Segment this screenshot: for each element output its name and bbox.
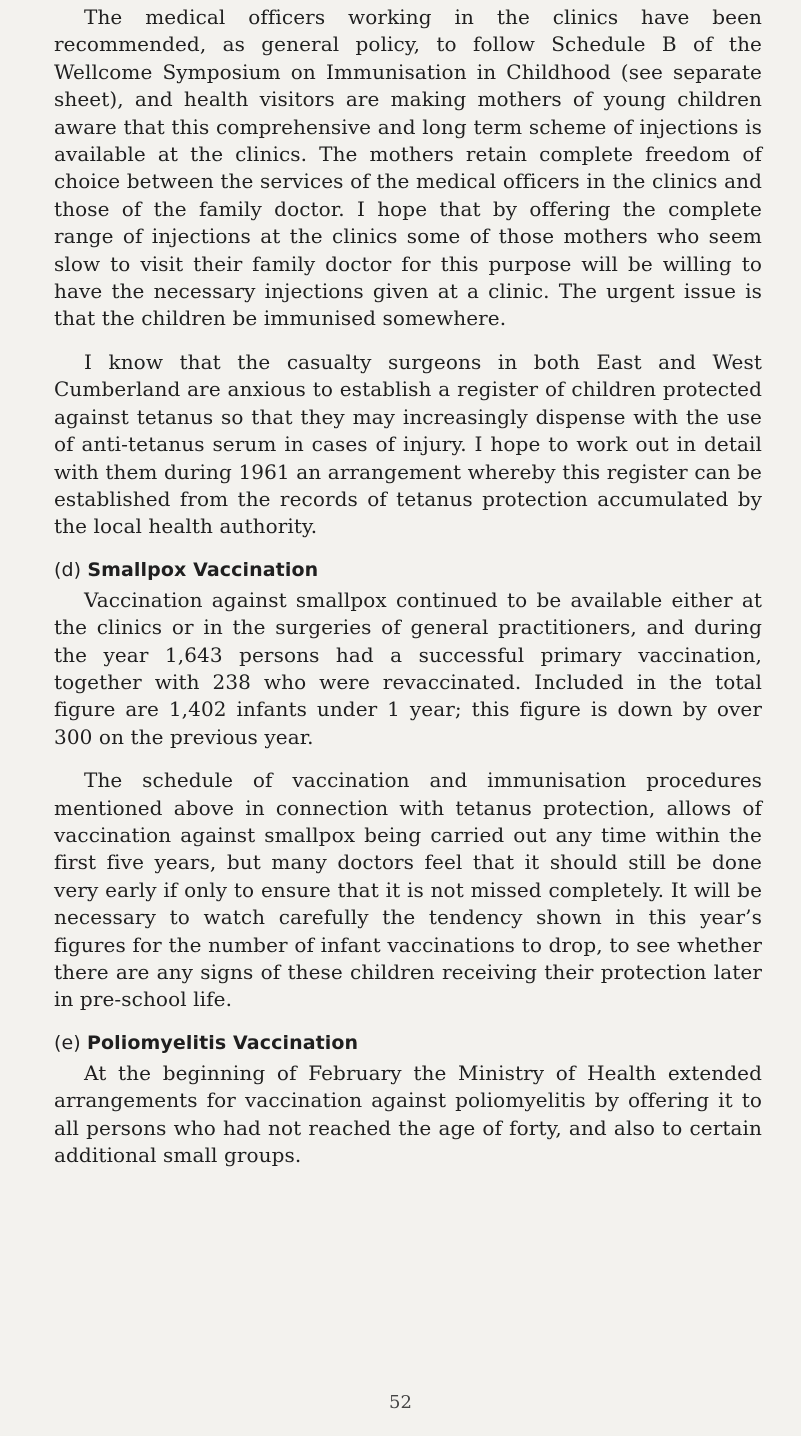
section-title: Smallpox Vaccination bbox=[87, 558, 319, 581]
section-label: (d) bbox=[54, 558, 82, 581]
section-label: (e) bbox=[54, 1031, 81, 1054]
document-page bbox=[54, 4, 762, 1169]
paragraph-poliomyelitis: At the beginning of February the Ministry of Health extended arrangements for vaccination against poliomyelitis by offering it to all persons who had not reached the age of forty, and also to certain additional small groups. bbox=[54, 1060, 762, 1168]
paragraph-smallpox-figures: Vaccination against smallpox continued to be available either at the clinics or in the surgeries of general practitioners, and during the year 1,643 persons had a successful primary vaccination, together with 238 who were revaccinated. Included in the total figure are 1,402 infants under 1 year; this figure is down by over 300 on the previous year. bbox=[54, 587, 762, 749]
section-heading-poliomyelitis bbox=[54, 1030, 762, 1056]
section-title: Poliomyelitis Vaccination bbox=[86, 1031, 359, 1054]
paragraph-tetanus-register: I know that the casualty surgeons in both East and West Cumberland are anxious to establish a register of children protected against tetanus so that they may increasingly dispense with the use of anti-tetanus serum in cases of injury. I hope to work out in detail with them during 1961 an arrangement whereby this register can be established from the records of tetanus protection accumulated by the local health authority. bbox=[54, 349, 762, 539]
paragraph-smallpox-schedule: The schedule of vaccination and immunisation procedures mentioned above in connection with tetanus protection, allows of vaccination against smallpox being carried out any time within the first five years, but many doctors feel that it should still be done very early if only to ensure that it is not missed completely. It will be necessary to watch carefully the tendency shown in this year’s figures for the number of infant vaccinations to drop, to see whether there are any signs of these children receiving their protection later in pre-school life. bbox=[54, 768, 762, 1012]
paragraph-immunisation-schedule: The medical officers working in the clinics have been recommended, as general policy, to follow Schedule B of the Wellcome Symposium on Immunisation in Childhood (see separate sheet), and health visitors are making mothers of young children aware that this comprehensive and long term scheme of injections is available at the clinics. The mothers retain complete freedom of choice between the services of the medical officers in the clinics and those of the family doctor. I hope that by offering the complete range of injections at the clinics some of those mothers who seem slow to visit their family doctor for this purpose will be willing to have the necessary injections given at a clinic. The urgent issue is that the children be immunised somewhere. bbox=[54, 5, 762, 331]
page-number: 52 bbox=[389, 1392, 412, 1413]
section-heading-smallpox bbox=[54, 557, 762, 583]
